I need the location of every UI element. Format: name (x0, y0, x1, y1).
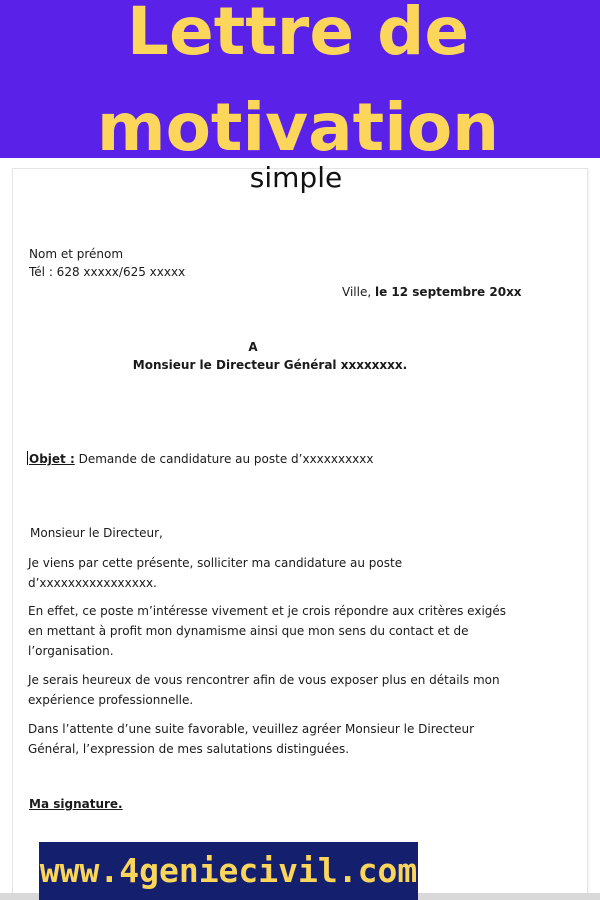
title-line-2: motivation (96, 89, 500, 166)
place: Ville, (342, 285, 372, 299)
website-banner (39, 842, 418, 900)
paragraph-4: Dans l’attente d’une suite favorable, veuillez agréer Monsieur le Directeur Général, l’expression de mes salutations distinguées. (28, 722, 475, 756)
date-line (342, 283, 522, 301)
subtitle: simple (249, 161, 343, 194)
date: le 12 septembre 20xx (374, 285, 522, 299)
recipient-a: A (248, 340, 258, 354)
title-banner (0, 0, 600, 166)
website-url[interactable]: www.4geniecivil.com (39, 851, 418, 890)
paragraph-2: En effet, ce poste m’intéresse vivement et je crois répondre aux critères exigés en mettant à profit mon dynamisme ainsi que mon sens du contact et de l’organisation. (28, 604, 507, 658)
salutation: Monsieur le Directeur, (30, 526, 163, 540)
title-line-1: Lettre de (126, 0, 470, 70)
text-cursor (27, 451, 28, 465)
signature: Ma signature. (29, 797, 123, 811)
recipient: Monsieur le Directeur Général xxxxxxxx. (132, 358, 408, 372)
paragraph-3: Je serais heureux de vous rencontrer afin de vous exposer plus en détails mon expérience professionnelle. (28, 673, 500, 707)
object-text: Demande de candidature au poste d’xxxxxxxxxx (78, 452, 374, 466)
sender-phone: Tél : 628 xxxxx/625 xxxxx (29, 265, 186, 279)
paragraph-1: Je viens par cette présente, solliciter ma candidature au poste d’xxxxxxxxxxxxxxxx. (28, 556, 403, 590)
sender-name: Nom et prénom (29, 247, 124, 261)
object-line (27, 450, 373, 468)
object-label: Objet : (29, 452, 75, 466)
